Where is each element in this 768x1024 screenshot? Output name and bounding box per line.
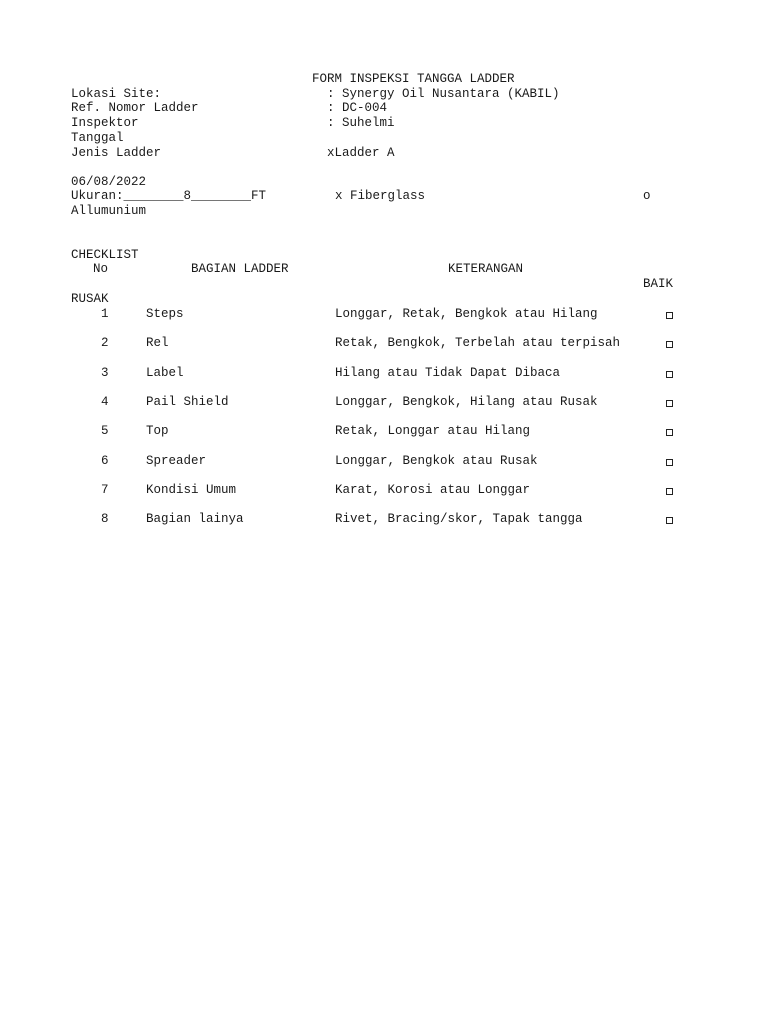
column-baik: BAIK [643,277,674,291]
row-no: 7 [101,483,109,497]
ukuran-field: Ukuran:________8________FT [71,189,267,203]
row-keterangan: Karat, Korosi atau Longgar [335,483,531,497]
jenis-label: Jenis Ladder [71,146,162,160]
row-bagian: Top [146,424,169,438]
column-bagian: BAGIAN LADDER [191,262,289,276]
row-bagian: Bagian lainya [146,512,244,526]
row-bagian: Pail Shield [146,395,229,409]
ref-label: Ref. Nomor Ladder [71,101,199,115]
row-no: 5 [101,424,109,438]
row-keterangan: Longgar, Bengkok atau Rusak [335,454,538,468]
jenis-value: xLadder A [327,146,395,160]
baik-checkbox[interactable] [666,371,673,378]
row-bagian: Kondisi Umum [146,483,237,497]
aluminium-option: Allumunium [71,204,147,218]
aluminium-marker: o [643,189,651,203]
row-bagian: Rel [146,336,169,350]
baik-checkbox[interactable] [666,400,673,407]
column-no: No [93,262,109,276]
column-rusak: RUSAK [71,292,109,306]
baik-checkbox[interactable] [666,517,673,524]
row-no: 3 [101,366,109,380]
row-keterangan: Rivet, Bracing/skor, Tapak tangga [335,512,583,526]
baik-checkbox[interactable] [666,459,673,466]
baik-checkbox[interactable] [666,341,673,348]
row-keterangan: Longgar, Retak, Bengkok atau Hilang [335,307,598,321]
row-no: 1 [101,307,109,321]
lokasi-label: Lokasi Site: [71,87,162,101]
row-no: 2 [101,336,109,350]
baik-checkbox[interactable] [666,429,673,436]
row-bagian: Label [146,366,184,380]
lokasi-value: : Synergy Oil Nusantara (KABIL) [327,87,560,101]
baik-checkbox[interactable] [666,312,673,319]
inspektor-value: : Suhelmi [327,116,395,130]
ref-value: : DC-004 [327,101,388,115]
row-no: 8 [101,512,109,526]
checklist-heading: CHECKLIST [71,248,139,262]
row-no: 6 [101,454,109,468]
baik-checkbox[interactable] [666,488,673,495]
inspektor-label: Inspektor [71,116,139,130]
row-keterangan: Longgar, Bengkok, Hilang atau Rusak [335,395,598,409]
row-keterangan: Retak, Bengkok, Terbelah atau terpisah [335,336,621,350]
row-keterangan: Hilang atau Tidak Dapat Dibaca [335,366,561,380]
row-bagian: Steps [146,307,184,321]
fiberglass-option: x Fiberglass [335,189,426,203]
inspection-date: 06/08/2022 [71,175,147,189]
row-no: 4 [101,395,109,409]
form-title: FORM INSPEKSI TANGGA LADDER [312,72,515,86]
row-bagian: Spreader [146,454,207,468]
row-keterangan: Retak, Longgar atau Hilang [335,424,531,438]
tanggal-label: Tanggal [71,131,124,145]
column-keterangan: KETERANGAN [448,262,524,276]
